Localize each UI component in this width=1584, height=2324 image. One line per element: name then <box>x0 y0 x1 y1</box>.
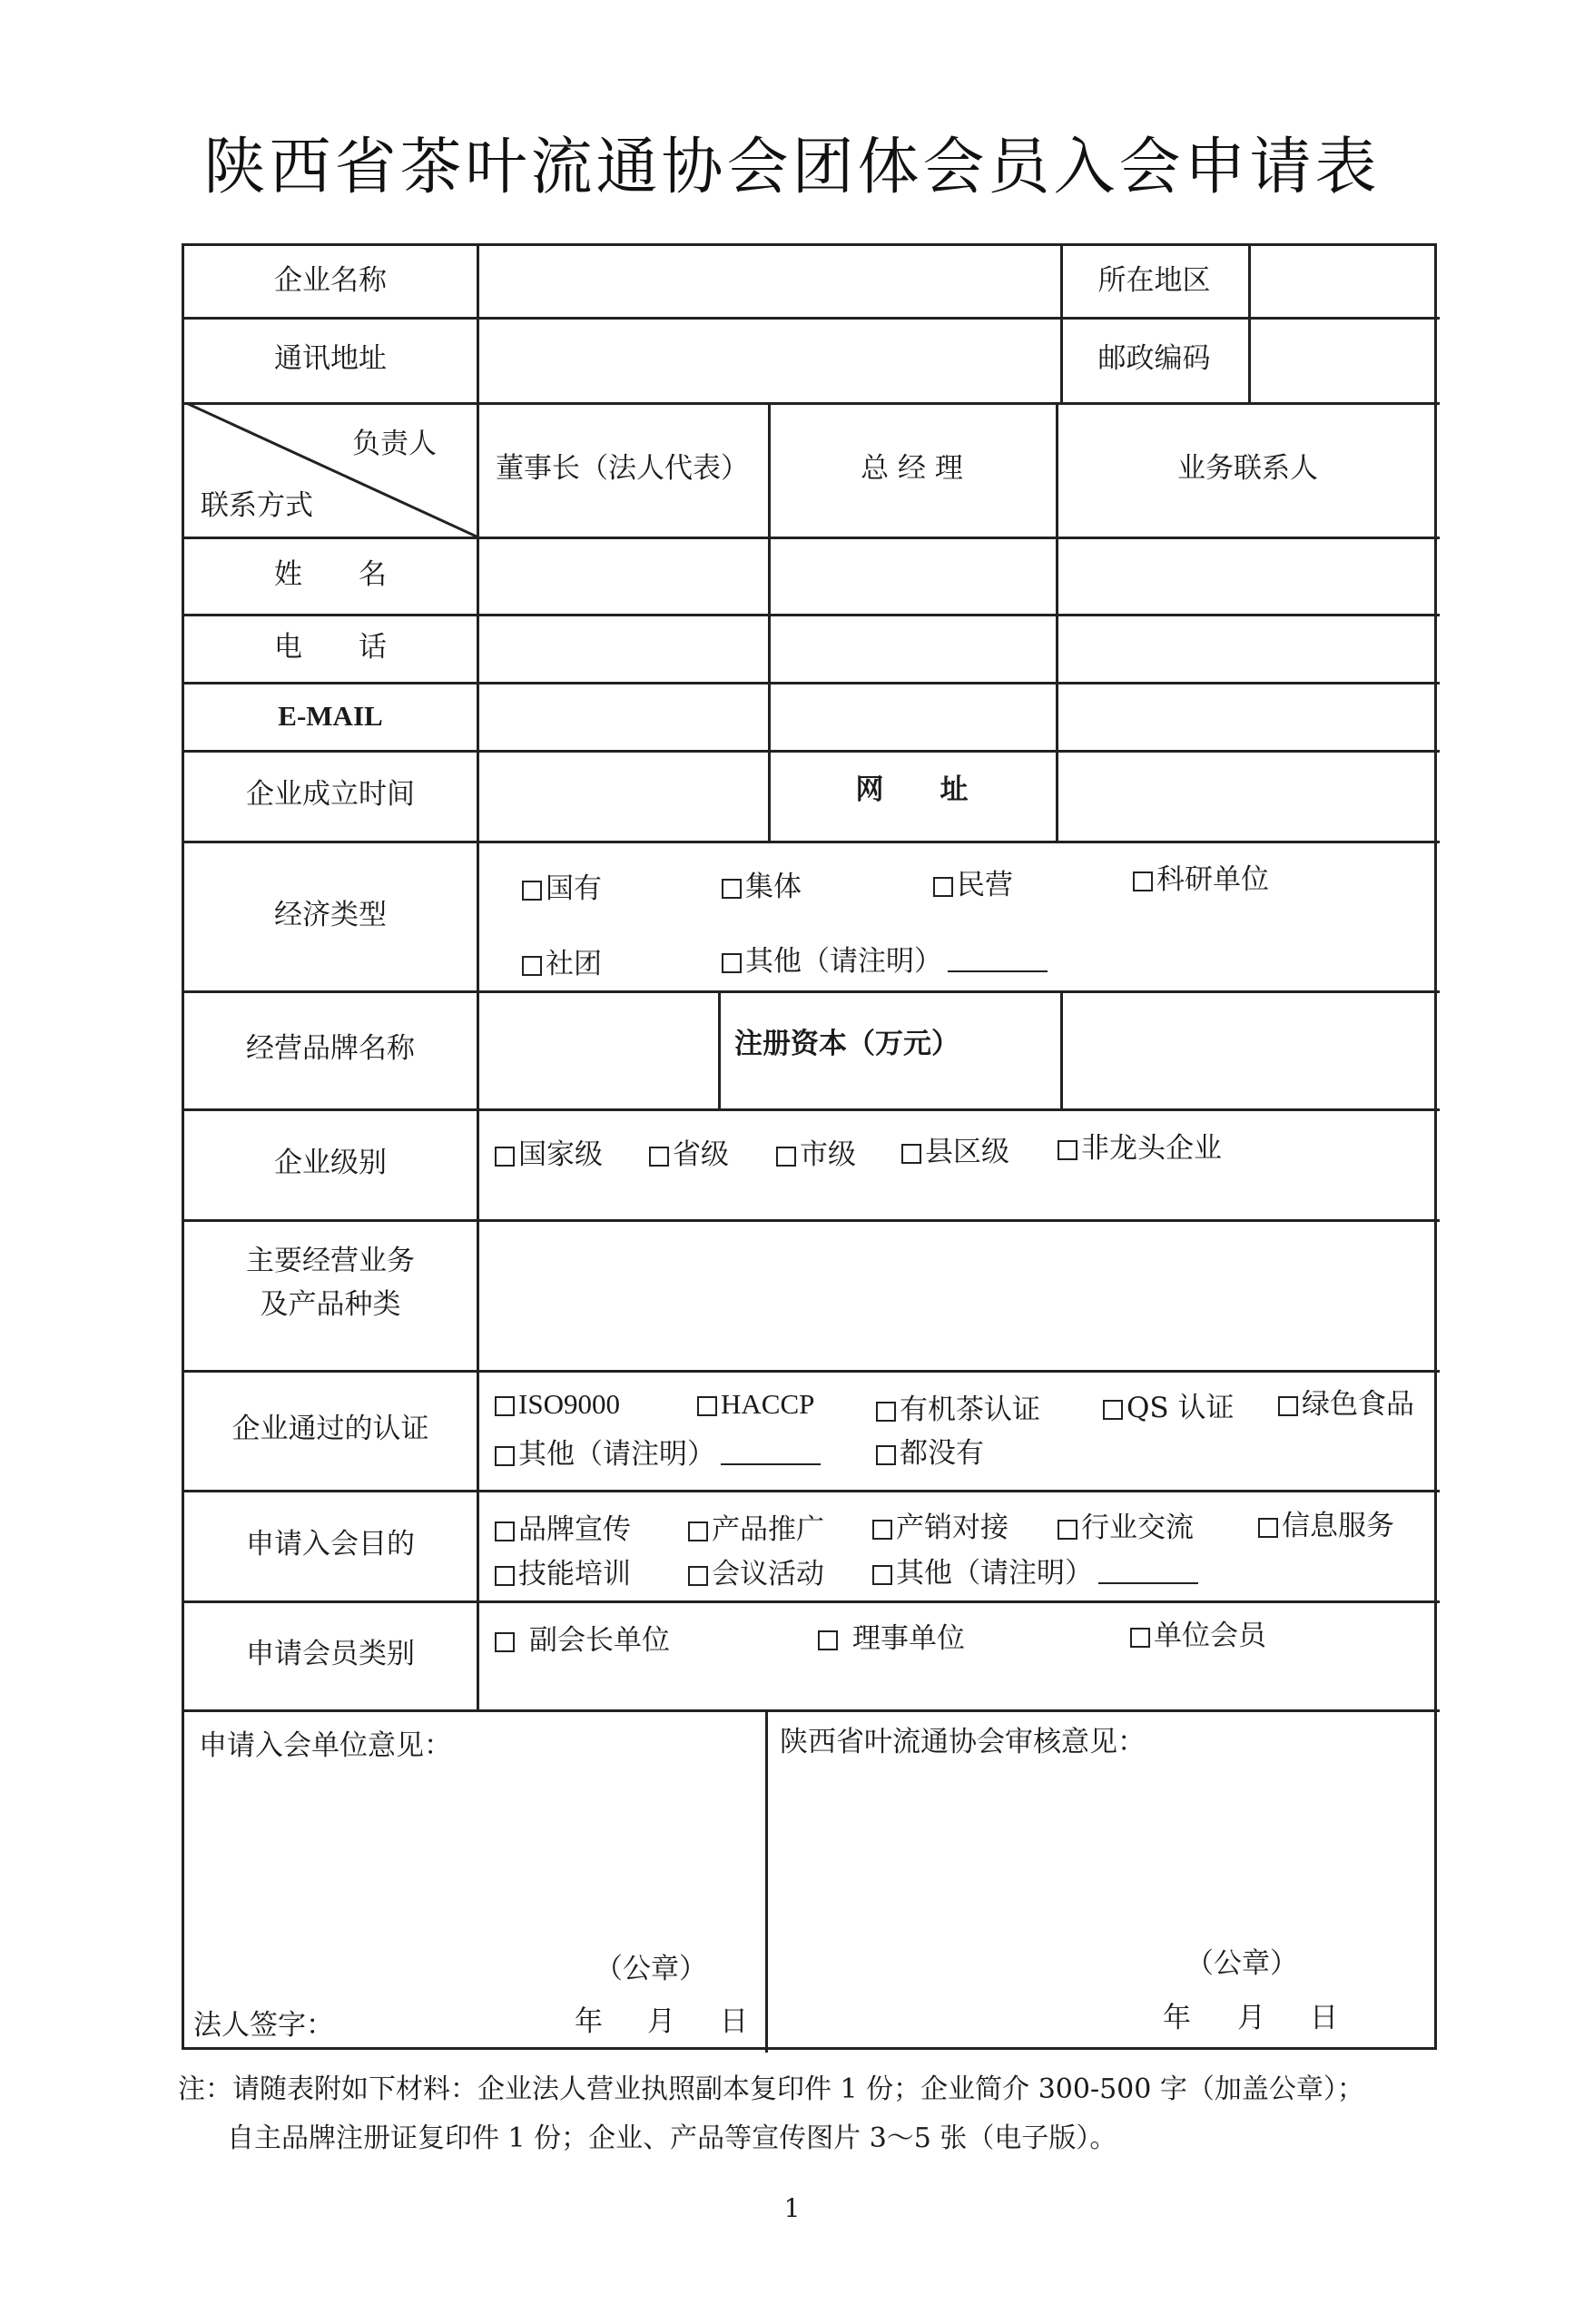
applicant-opinion-field[interactable] <box>187 1780 762 1962</box>
checkbox-icon <box>1058 1140 1077 1160</box>
chairman-email-field[interactable] <box>479 684 765 748</box>
gm-phone-field[interactable] <box>771 616 1053 680</box>
cert-option-iso9000[interactable]: ISO9000 <box>495 1388 620 1421</box>
region-field[interactable] <box>1251 249 1437 314</box>
checkbox-icon <box>1258 1518 1278 1538</box>
other-blank[interactable] <box>948 970 1048 972</box>
certs-label: 企业通过的认证 <box>231 1413 429 1446</box>
note-line-2: 自主品牌注册证复印件 1 份；企业、产品等宣传图片 3～5 张（电子版）。 <box>227 2122 1117 2154</box>
brand-label: 经营品牌名称 <box>246 1032 415 1066</box>
checkbox-icon <box>901 1144 921 1164</box>
cert-option-haccp[interactable]: HACCP <box>697 1388 814 1421</box>
level-option-city[interactable]: 市级 <box>776 1131 856 1172</box>
address-label: 通讯地址 <box>274 342 387 376</box>
chairman-phone-field[interactable] <box>479 616 765 680</box>
cert-option-qs[interactable]: QS 认证 <box>1103 1384 1235 1425</box>
postcode-field[interactable] <box>1251 320 1437 399</box>
econ-option-society[interactable]: 社团 <box>522 940 602 981</box>
econ-type-label: 经济类型 <box>274 898 387 931</box>
checkbox-icon <box>872 1520 892 1540</box>
founded-field[interactable] <box>479 753 765 839</box>
phone-label: 电 话 <box>274 630 387 664</box>
checkbox-icon <box>649 1147 669 1167</box>
note-line-1: 注：请随表附如下材料：企业法人营业执照副本复印件 1 份；企业简介 300-500 字（加盖公章）； <box>178 2073 1364 2105</box>
business-label-line1: 主要经营业务 <box>246 1245 415 1277</box>
email-label: E-MAIL <box>278 699 383 732</box>
checkbox-icon <box>495 1521 515 1541</box>
cert-option-none[interactable]: 都没有 <box>876 1430 984 1471</box>
member-option-director[interactable]: 理事单位 <box>818 1615 965 1656</box>
checkbox-icon <box>818 1630 838 1650</box>
applicant-seal-label: （公章） <box>595 1953 707 1985</box>
checkbox-icon <box>688 1521 708 1541</box>
purpose-option-matchmaking[interactable]: 产销对接 <box>872 1504 1008 1545</box>
checkbox-icon <box>722 953 742 973</box>
checkbox-icon <box>1103 1400 1123 1420</box>
purpose-option-meetings[interactable]: 会议活动 <box>688 1551 824 1591</box>
checkbox-icon <box>495 1566 515 1586</box>
chairman-name-field[interactable] <box>479 539 765 612</box>
checkbox-icon <box>688 1566 708 1586</box>
checkbox-icon <box>933 877 953 897</box>
gm-email-field[interactable] <box>771 684 1053 748</box>
member-option-vice-president[interactable]: 副会长单位 <box>495 1617 670 1658</box>
checkbox-icon <box>1058 1520 1077 1540</box>
level-option-national[interactable]: 国家级 <box>495 1131 603 1172</box>
page-number: 1 <box>783 2193 801 2223</box>
purpose-label: 申请入会目的 <box>246 1528 415 1561</box>
level-label: 企业级别 <box>274 1147 387 1180</box>
diag-bottom-label: 联系方式 <box>201 489 313 522</box>
checkbox-icon <box>522 956 542 976</box>
contact-name-field[interactable] <box>1058 539 1437 612</box>
assoc-opinion-label: 陕西省叶流通协会审核意见： <box>780 1726 1146 1758</box>
level-option-non-leading[interactable]: 非龙头企业 <box>1058 1125 1222 1166</box>
capital-field[interactable] <box>1063 993 1437 1107</box>
diag-top-label: 负责人 <box>352 428 437 460</box>
econ-option-private[interactable]: 民营 <box>933 862 1013 902</box>
company-name-field[interactable] <box>479 249 1058 314</box>
assoc-date-month: 月 <box>1237 2002 1265 2034</box>
signature-label: 法人签字： <box>193 2009 334 2042</box>
assoc-opinion-field[interactable] <box>768 1780 1437 1962</box>
econ-option-collective[interactable]: 集体 <box>722 863 802 904</box>
applicant-date-month: 月 <box>647 2005 675 2038</box>
form-title: 陕西省茶叶流通协会团体会员入会申请表 <box>203 132 1381 203</box>
cert-option-organic[interactable]: 有机茶认证 <box>876 1386 1040 1427</box>
name-label: 姓 名 <box>274 557 387 591</box>
checkbox-icon <box>1278 1396 1298 1416</box>
purpose-option-exchange[interactable]: 行业交流 <box>1058 1504 1194 1545</box>
checkbox-icon <box>495 1632 515 1652</box>
contact-email-field[interactable] <box>1058 684 1437 748</box>
checkbox-icon <box>495 1396 515 1416</box>
assoc-seal-label: （公章） <box>1186 1947 1298 1980</box>
address-field[interactable] <box>479 320 1058 399</box>
level-option-provincial[interactable]: 省级 <box>649 1131 729 1172</box>
gm-header: 总 经 理 <box>861 452 963 486</box>
business-label-line2: 及产品种类 <box>260 1288 401 1321</box>
business-field[interactable] <box>479 1222 1437 1367</box>
cert-option-other[interactable]: 其他（请注明） <box>495 1431 821 1472</box>
gm-name-field[interactable] <box>771 539 1053 612</box>
website-field[interactable] <box>1058 753 1437 839</box>
applicant-date-year: 年 <box>575 2005 603 2038</box>
checkbox-icon <box>697 1396 717 1416</box>
other-blank[interactable] <box>1098 1582 1198 1584</box>
purpose-option-other[interactable]: 其他（请注明） <box>872 1550 1198 1590</box>
assoc-date-day: 日 <box>1310 2002 1338 2034</box>
checkbox-icon <box>876 1445 896 1465</box>
econ-option-other[interactable]: 其他（请注明） <box>722 938 1048 979</box>
founded-label: 企业成立时间 <box>246 778 415 812</box>
econ-option-state[interactable]: 国有 <box>522 865 602 906</box>
purpose-option-info[interactable]: 信息服务 <box>1258 1502 1394 1543</box>
cert-option-green-food[interactable]: 绿色食品 <box>1278 1381 1414 1422</box>
checkbox-icon <box>876 1402 896 1422</box>
assoc-date-year: 年 <box>1163 2002 1191 2034</box>
level-option-county[interactable]: 县区级 <box>901 1128 1009 1169</box>
member-option-unit[interactable]: 单位会员 <box>1130 1612 1266 1653</box>
purpose-option-training[interactable]: 技能培训 <box>495 1551 631 1591</box>
contact-header: 业务联系人 <box>1177 452 1318 486</box>
website-label: 网 址 <box>855 773 969 807</box>
other-blank[interactable] <box>721 1463 821 1465</box>
brand-field[interactable] <box>479 993 715 1107</box>
region-label: 所在地区 <box>1097 264 1211 298</box>
postcode-label: 邮政编码 <box>1097 342 1211 376</box>
checkbox-icon <box>722 879 742 899</box>
checkbox-icon <box>776 1147 796 1167</box>
econ-option-research[interactable]: 科研单位 <box>1133 856 1269 897</box>
contact-phone-field[interactable] <box>1058 616 1437 680</box>
application-form-table <box>182 243 1437 2050</box>
checkbox-icon <box>1130 1628 1150 1648</box>
checkbox-icon <box>522 881 542 901</box>
capital-label: 注册资本（万元） <box>734 1028 959 1061</box>
company-name-label: 企业名称 <box>274 264 387 298</box>
chairman-header: 董事长（法人代表） <box>496 452 749 486</box>
checkbox-icon <box>495 1147 515 1167</box>
row-divider <box>184 1709 1440 1712</box>
purpose-option-brand[interactable]: 品牌宣传 <box>495 1506 631 1547</box>
applicant-date-day: 日 <box>720 2005 748 2038</box>
checkbox-icon <box>872 1565 892 1585</box>
applicant-opinion-label: 申请入会单位意见： <box>199 1729 452 1762</box>
purpose-option-promotion[interactable]: 产品推广 <box>688 1506 824 1547</box>
checkbox-icon <box>1133 872 1153 891</box>
checkbox-icon <box>495 1446 515 1466</box>
member-type-label: 申请会员类别 <box>246 1638 415 1671</box>
